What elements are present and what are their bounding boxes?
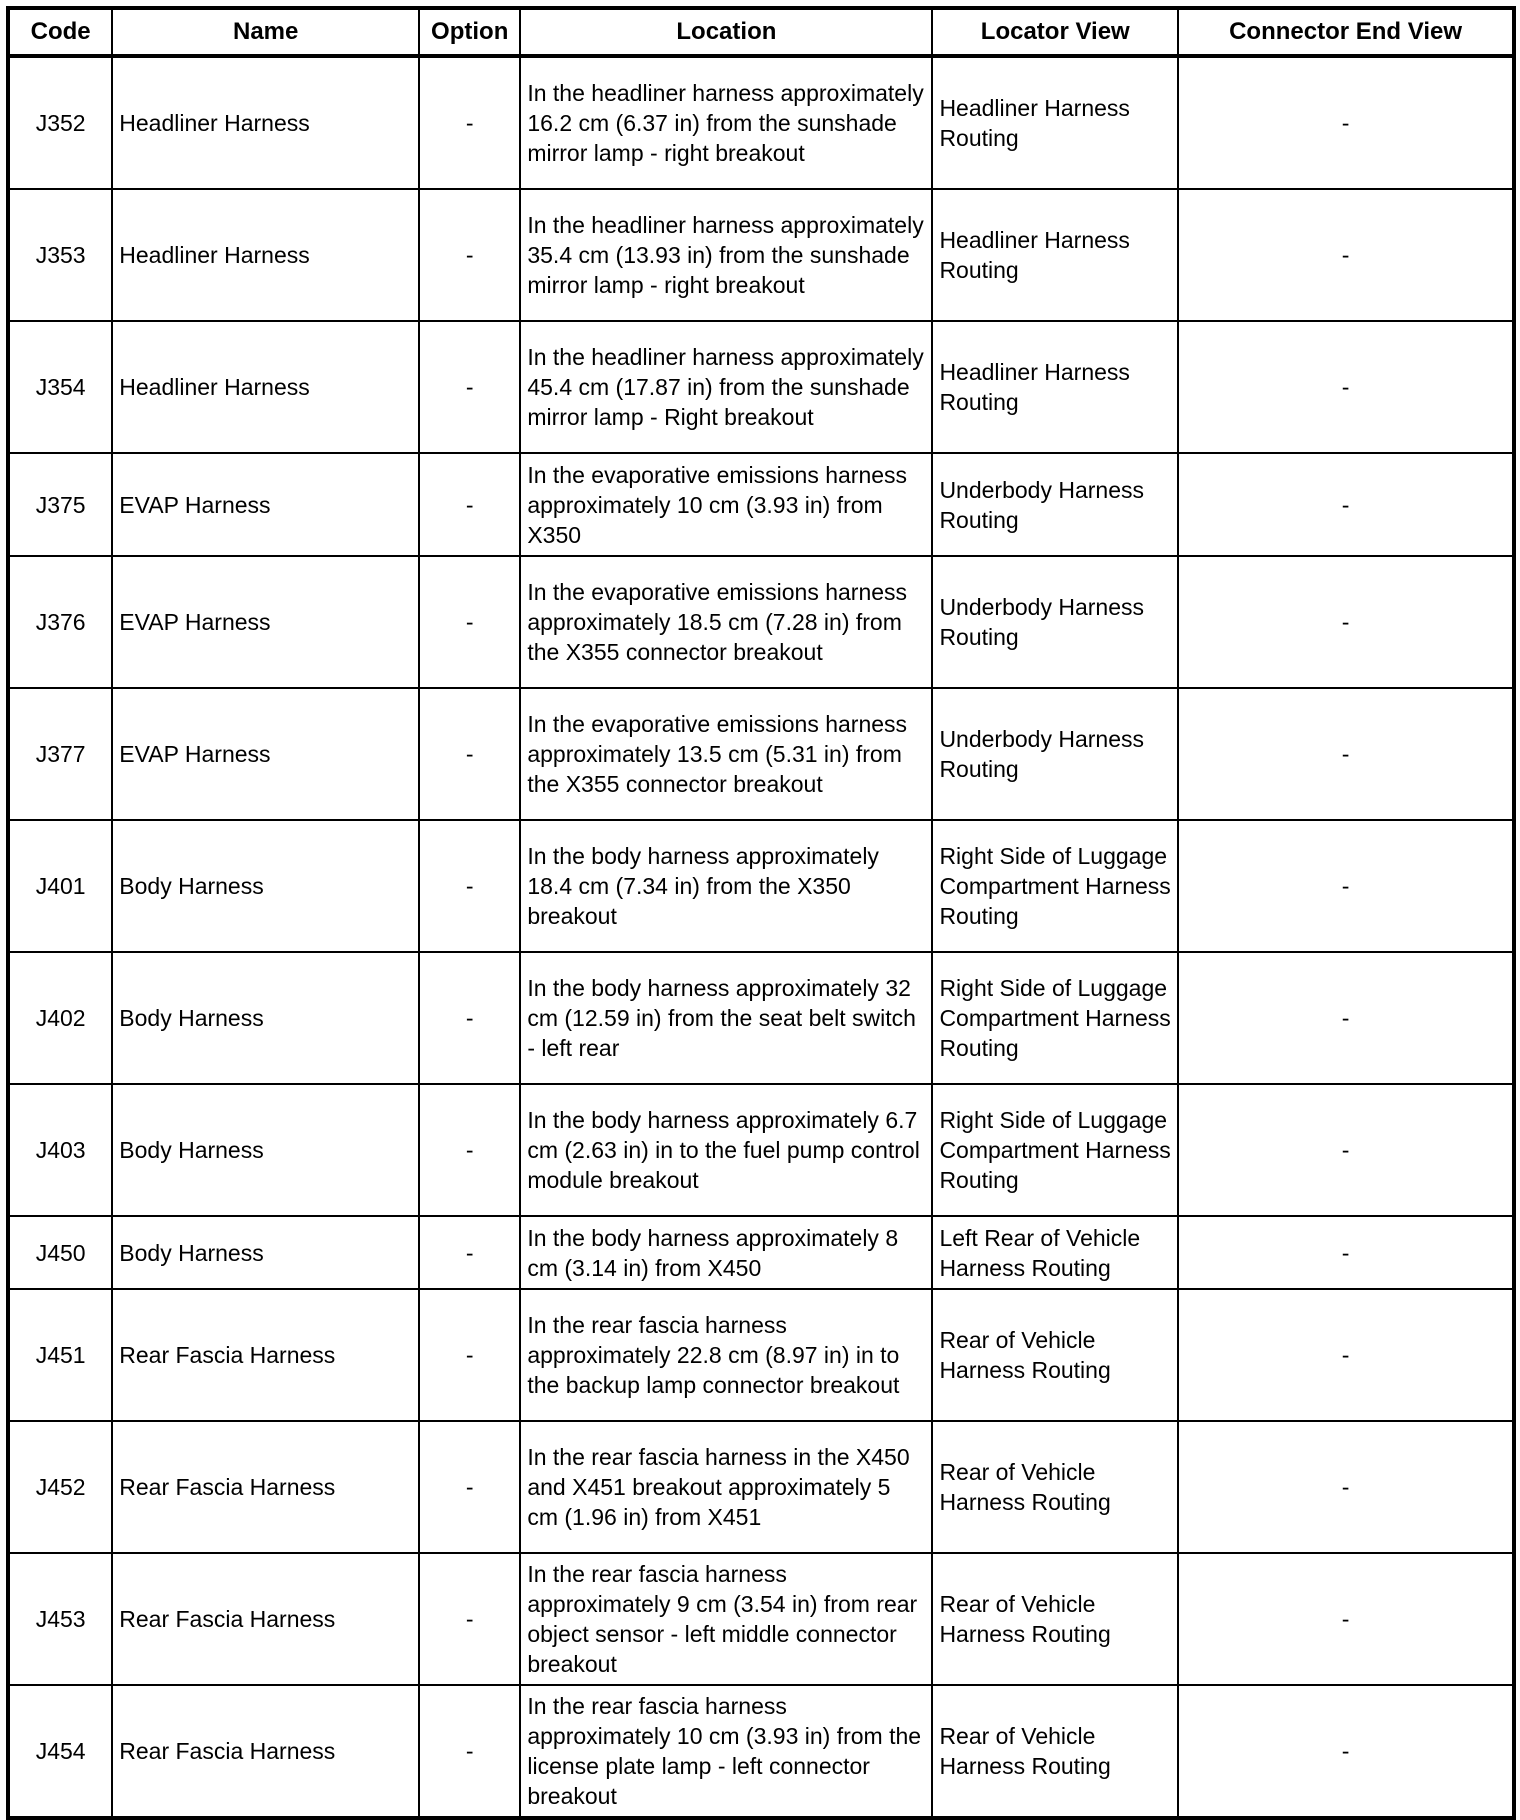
cell-location: In the rear fascia harness in the X450 and X451 breakout approximately 5 cm (1.96 in) from X451	[520, 1421, 932, 1553]
cell-option: -	[419, 1421, 520, 1553]
cell-connector-end-view: -	[1178, 1084, 1514, 1216]
cell-connector-end-view: -	[1178, 688, 1514, 820]
cell-name: Rear Fascia Harness	[112, 1421, 419, 1553]
table-row	[8, 1421, 1514, 1553]
table-row	[8, 556, 1514, 688]
cell-locator-view: Headliner Harness Routing	[932, 189, 1178, 321]
cell-connector-end-view: -	[1178, 321, 1514, 453]
cell-option: -	[419, 1216, 520, 1289]
cell-name: Headliner Harness	[112, 189, 419, 321]
cell-option: -	[419, 453, 520, 556]
cell-code: J377	[8, 688, 112, 820]
cell-option: -	[419, 1553, 520, 1685]
cell-connector-end-view: -	[1178, 820, 1514, 952]
cell-location: In the rear fascia harness approximately 22.8 cm (8.97 in) in to the backup lamp connector breakout	[520, 1289, 932, 1421]
table-row	[8, 1553, 1514, 1685]
table-row	[8, 189, 1514, 321]
cell-locator-view: Rear of Vehicle Harness Routing	[932, 1289, 1178, 1421]
table-row	[8, 453, 1514, 556]
cell-locator-view: Rear of Vehicle Harness Routing	[932, 1685, 1178, 1818]
cell-option: -	[419, 952, 520, 1084]
cell-code: J353	[8, 189, 112, 321]
cell-location: In the evaporative emissions harness approximately 13.5 cm (5.31 in) from the X355 connector breakout	[520, 688, 932, 820]
cell-connector-end-view: -	[1178, 556, 1514, 688]
cell-name: Rear Fascia Harness	[112, 1553, 419, 1685]
splice-pack-table	[6, 6, 1516, 1820]
cell-locator-view: Right Side of Luggage Compartment Harness Routing	[932, 952, 1178, 1084]
cell-code: J453	[8, 1553, 112, 1685]
cell-name: EVAP Harness	[112, 556, 419, 688]
cell-locator-view: Rear of Vehicle Harness Routing	[932, 1553, 1178, 1685]
column-header-code: Code	[8, 8, 112, 56]
cell-option: -	[419, 56, 520, 189]
cell-location: In the headliner harness approximately 45.4 cm (17.87 in) from the sunshade mirror lamp - Right breakout	[520, 321, 932, 453]
cell-option: -	[419, 688, 520, 820]
cell-locator-view: Rear of Vehicle Harness Routing	[932, 1421, 1178, 1553]
cell-name: EVAP Harness	[112, 688, 419, 820]
cell-name: Body Harness	[112, 1216, 419, 1289]
table-row	[8, 1685, 1514, 1818]
table-row	[8, 1084, 1514, 1216]
cell-location: In the body harness approximately 8 cm (3.14 in) from X450	[520, 1216, 932, 1289]
cell-name: Rear Fascia Harness	[112, 1685, 419, 1818]
cell-name: Rear Fascia Harness	[112, 1289, 419, 1421]
cell-location: In the body harness approximately 32 cm (12.59 in) from the seat belt switch - left rear	[520, 952, 932, 1084]
cell-code: J352	[8, 56, 112, 189]
cell-location: In the body harness approximately 18.4 cm (7.34 in) from the X350 breakout	[520, 820, 932, 952]
cell-code: J452	[8, 1421, 112, 1553]
cell-location: In the headliner harness approximately 35.4 cm (13.93 in) from the sunshade mirror lamp - right breakout	[520, 189, 932, 321]
cell-option: -	[419, 1685, 520, 1818]
table-row	[8, 952, 1514, 1084]
cell-code: J403	[8, 1084, 112, 1216]
column-header-connector-end-view: Connector End View	[1178, 8, 1514, 56]
cell-location: In the body harness approximately 6.7 cm (2.63 in) in to the fuel pump control module breakout	[520, 1084, 932, 1216]
cell-code: J376	[8, 556, 112, 688]
cell-code: J454	[8, 1685, 112, 1818]
cell-location: In the evaporative emissions harness approximately 10 cm (3.93 in) from X350	[520, 453, 932, 556]
cell-locator-view: Underbody Harness Routing	[932, 688, 1178, 820]
cell-name: Headliner Harness	[112, 321, 419, 453]
column-header-option: Option	[419, 8, 520, 56]
table-row	[8, 1216, 1514, 1289]
cell-connector-end-view: -	[1178, 1685, 1514, 1818]
cell-name: Body Harness	[112, 952, 419, 1084]
cell-connector-end-view: -	[1178, 952, 1514, 1084]
cell-connector-end-view: -	[1178, 56, 1514, 189]
table-row	[8, 688, 1514, 820]
cell-name: Body Harness	[112, 1084, 419, 1216]
cell-code: J450	[8, 1216, 112, 1289]
table-header-row	[8, 8, 1514, 56]
column-header-name: Name	[112, 8, 419, 56]
cell-connector-end-view: -	[1178, 1421, 1514, 1553]
cell-connector-end-view: -	[1178, 189, 1514, 321]
cell-code: J354	[8, 321, 112, 453]
table-body	[8, 56, 1514, 1818]
cell-locator-view: Headliner Harness Routing	[932, 321, 1178, 453]
cell-name: Body Harness	[112, 820, 419, 952]
table-row	[8, 820, 1514, 952]
cell-code: J402	[8, 952, 112, 1084]
cell-code: J375	[8, 453, 112, 556]
cell-connector-end-view: -	[1178, 1553, 1514, 1685]
cell-location: In the rear fascia harness approximately 10 cm (3.93 in) from the license plate lamp - left connector breakout	[520, 1685, 932, 1818]
cell-option: -	[419, 189, 520, 321]
cell-name: Headliner Harness	[112, 56, 419, 189]
cell-location: In the rear fascia harness approximately 9 cm (3.54 in) from rear object sensor - left middle connector breakout	[520, 1553, 932, 1685]
column-header-location: Location	[520, 8, 932, 56]
cell-connector-end-view: -	[1178, 1289, 1514, 1421]
column-header-locator-view: Locator View	[932, 8, 1178, 56]
cell-locator-view: Right Side of Luggage Compartment Harness Routing	[932, 1084, 1178, 1216]
cell-locator-view: Headliner Harness Routing	[932, 56, 1178, 189]
cell-code: J401	[8, 820, 112, 952]
cell-connector-end-view: -	[1178, 453, 1514, 556]
cell-code: J451	[8, 1289, 112, 1421]
cell-name: EVAP Harness	[112, 453, 419, 556]
cell-option: -	[419, 1084, 520, 1216]
cell-option: -	[419, 1289, 520, 1421]
cell-option: -	[419, 556, 520, 688]
table-row	[8, 1289, 1514, 1421]
table-row	[8, 321, 1514, 453]
cell-location: In the evaporative emissions harness approximately 18.5 cm (7.28 in) from the X355 connector breakout	[520, 556, 932, 688]
cell-connector-end-view: -	[1178, 1216, 1514, 1289]
table-row	[8, 56, 1514, 189]
cell-option: -	[419, 321, 520, 453]
cell-location: In the headliner harness approximately 16.2 cm (6.37 in) from the sunshade mirror lamp - right breakout	[520, 56, 932, 189]
cell-locator-view: Underbody Harness Routing	[932, 453, 1178, 556]
cell-locator-view: Right Side of Luggage Compartment Harness Routing	[932, 820, 1178, 952]
cell-option: -	[419, 820, 520, 952]
cell-locator-view: Left Rear of Vehicle Harness Routing	[932, 1216, 1178, 1289]
cell-locator-view: Underbody Harness Routing	[932, 556, 1178, 688]
